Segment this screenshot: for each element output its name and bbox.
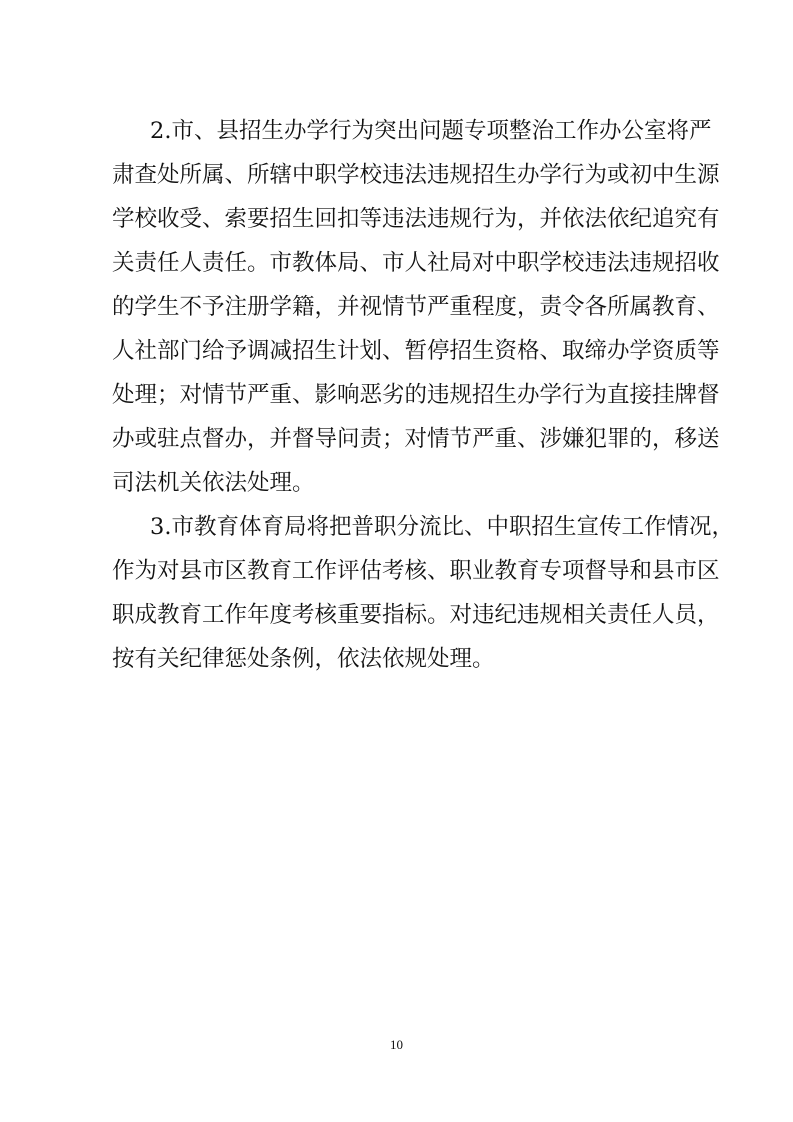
paragraph-3-line-1: 3.市教育体育局将把普职分流比、中职招生宣传工作情况， xyxy=(150,514,734,540)
paragraph-2-line-5: 的学生不予注册学籍，并视情节严重程度，责令各所属教育、 xyxy=(112,294,720,320)
paragraph-2-line-4: 关责任人责任。市教体局、市人社局对中职学校违法违规招收 xyxy=(112,250,720,276)
paragraph-2-line-6: 人社部门给予调减招生计划、暂停招生资格、取缔办学资质等 xyxy=(112,338,720,364)
page-number: 10 xyxy=(390,1037,403,1052)
paragraph-2-line-7: 处理；对情节严重、影响恶劣的违规招生办学行为直接挂牌督 xyxy=(112,382,720,408)
paragraph-3-line-3: 职成教育工作年度考核重要指标。对违纪违规相关责任人员， xyxy=(112,602,720,628)
paragraph-2-line-2: 肃查处所属、所辖中职学校违法违规招生办学行为或初中生源 xyxy=(112,162,720,188)
paragraph-2-line-9: 司法机关依法处理。 xyxy=(112,470,315,496)
paragraph-2-line-3: 学校收受、索要招生回扣等违法违规行为，并依法依纪追究有 xyxy=(112,206,720,232)
paragraph-2-line-8: 办或驻点督办，并督导问责；对情节严重、涉嫌犯罪的，移送 xyxy=(112,426,720,452)
paragraph-3-line-2: 作为对县市区教育工作评估考核、职业教育专项督导和县市区 xyxy=(112,558,720,584)
paragraph-3-line-4: 按有关纪律惩处条例，依法依规处理。 xyxy=(112,646,495,672)
paragraph-2-line-1: 2.市、县招生办学行为突出问题专项整治工作办公室将严 xyxy=(150,118,712,144)
